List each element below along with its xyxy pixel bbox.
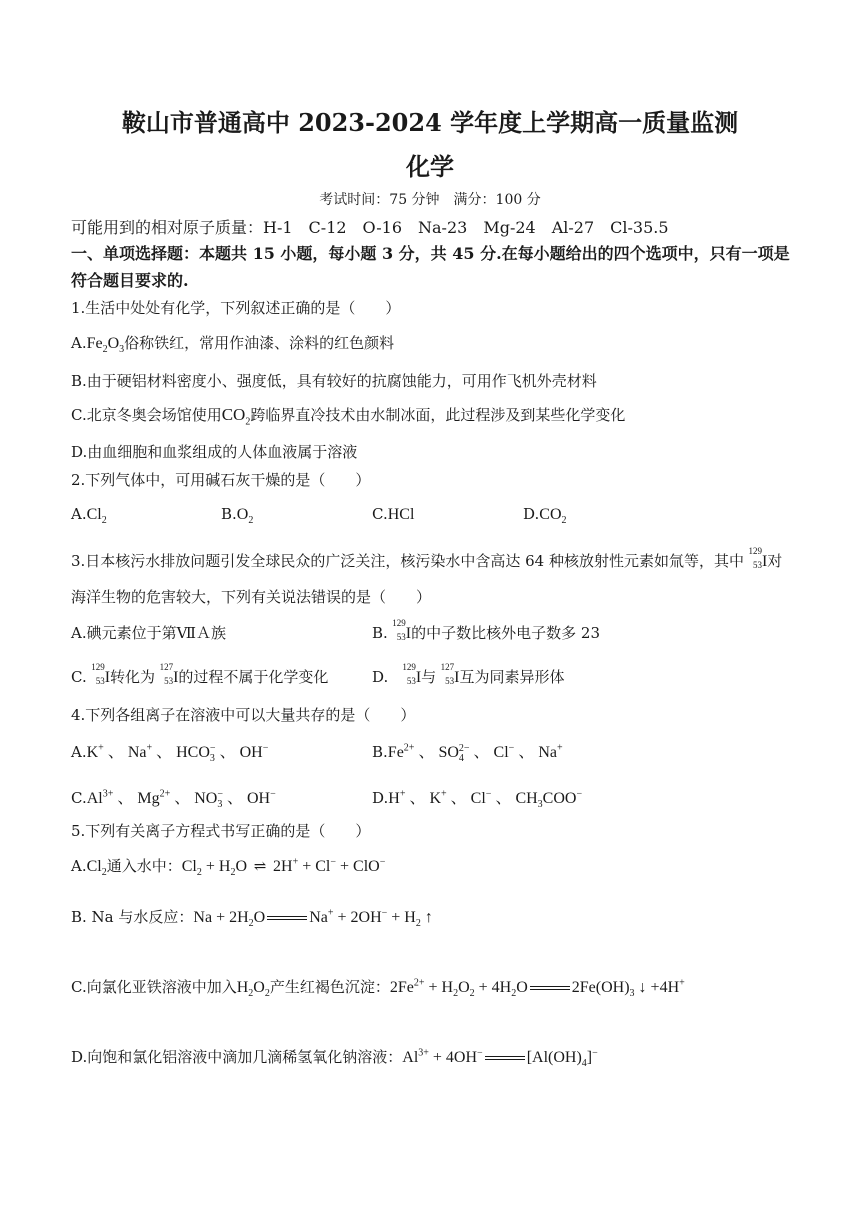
q5-b-prefix: B. Na 与水反应：	[71, 908, 194, 926]
iodine-129-isotope: 129 53	[392, 618, 406, 642]
equals-arrow	[485, 1056, 525, 1060]
q1-option-b: B.由于硬铝材料密度小、强度低，具有较好的抗腐蚀能力，可用作飞机外壳材料	[71, 372, 597, 390]
q5-c-equation: $2Fe^{2+} + H_2O_2 + 4H_2O$ $2Fe(OH)_3$ ↓ +4H+	[389, 977, 685, 1000]
iodine-127-isotope: 127 53	[159, 662, 174, 686]
q5-a-cl2: $Cl_2$	[86, 858, 107, 879]
q2-c-prefix: C.	[372, 505, 388, 523]
q5-option-c	[71, 976, 685, 1000]
q3-c-text: 的过程不属于化学变化	[178, 668, 329, 686]
q2-a-prefix: A.	[71, 505, 87, 523]
q3-option-d	[372, 662, 565, 687]
q2-option-d	[523, 505, 567, 527]
iodine-symbol: I	[173, 669, 179, 686]
iodine-129-isotope: 129 53	[748, 546, 762, 570]
q1-a-prefix: A.	[71, 334, 87, 352]
q3-stem-tail: 对	[767, 552, 783, 570]
q5-a-prefix: A.	[71, 857, 87, 875]
q4-b-prefix: B.	[372, 743, 388, 761]
q5-b-equation: $Na + 2H_2O$ $Na^+ + 2OH^- + H_2$ ↑	[193, 907, 433, 930]
q4-b-ions: $Fe^{2+}$ 、 $SO_4^{2-}$ 、 Cl− 、 Na+	[387, 742, 563, 765]
q5-option-b	[71, 906, 433, 930]
q1-a-text: 俗称铁红，常用作油漆、涂料的红色颜料	[124, 334, 395, 352]
q2-c-formula: HCl	[387, 506, 415, 523]
subject-title: 化学	[406, 152, 454, 181]
iodine-127-isotope: 127 53	[440, 662, 455, 686]
q3-stem-line2: 海洋生物的危害较大，下列有关说法错误的是（ ）	[71, 588, 432, 606]
q3-b-prefix: B.	[372, 624, 388, 642]
q5-a-text: 通入水中：	[106, 857, 182, 875]
q3-d-text: 互为同素异形体	[459, 668, 565, 686]
iodine-symbol: I	[405, 625, 412, 642]
q2-stem: 2.下列气体中，可用碱石灰干燥的是（ ）	[71, 471, 371, 489]
q1-option-a	[71, 332, 395, 356]
q3-d-prefix: D.	[372, 668, 389, 686]
iodine-symbol: I	[454, 669, 460, 686]
q3-d-mid: 与	[421, 668, 437, 686]
q4-option-d	[372, 785, 583, 811]
q1-c-formula: $CO_2$	[221, 405, 251, 428]
q5-d-equation: $Al^{3+} + 4OH^-$ $[Al(OH)_4]^-$	[402, 1047, 598, 1070]
q5-stem: 5.下列有关离子方程式书写正确的是（ ）	[71, 822, 371, 840]
q2-d-prefix: D.	[523, 505, 540, 523]
q5-option-d	[71, 1046, 598, 1070]
q1-a-formula: $Fe_2O_3$	[86, 335, 125, 356]
iodine-129-isotope: 129 53	[91, 662, 105, 686]
q1-option-d: D.由血细胞和血浆组成的人体血液属于溶液	[71, 443, 358, 461]
q1-option-c	[71, 404, 626, 428]
q3-c-mid: 转化为	[110, 668, 156, 686]
equals-arrow	[530, 986, 570, 990]
q2-option-b	[221, 505, 254, 527]
iodine-symbol: I	[761, 553, 768, 570]
q3-stem-line1	[71, 546, 783, 571]
q5-c-text: 产生红褐色沉淀：	[269, 978, 390, 996]
exam-info: 考试时间：75 分钟 满分：100 分	[319, 192, 541, 208]
q1-c-post: 跨临界直冷技术由水制冰面，此过程涉及到某些化学变化	[250, 406, 626, 424]
q4-option-a	[71, 739, 269, 765]
q2-b-prefix: B.	[221, 505, 237, 523]
q1-c-pre: C.北京冬奥会场馆使用	[71, 406, 222, 424]
q4-c-prefix: C.	[71, 789, 87, 807]
q3-option-b	[372, 618, 600, 643]
q5-a-equation: $Cl_2 + H_2O$ ⇌ 2H+ + Cl− + ClO−	[181, 856, 386, 879]
q2-option-c	[372, 505, 414, 524]
q5-d-prefix: D.向饱和氯化铝溶液中滴加几滴稀氢氧化钠溶液：	[71, 1048, 403, 1066]
section-heading: 一、单项选择题：本题共 15 小题，每小题 3 分，共 45 分.在每小题给出的四个选项中，只有一项是符合题目要求的.	[71, 244, 790, 290]
q3-option-a: A.碘元素位于第ⅦＡ族	[71, 624, 226, 642]
iodine-symbol: I	[415, 669, 422, 686]
q4-d-prefix: D.	[372, 789, 389, 807]
q4-stem: 4.下列各组离子在溶液中可以大量共存的是（ ）	[71, 706, 416, 724]
iodine-symbol: I	[104, 669, 111, 686]
q4-a-prefix: A.	[71, 743, 87, 761]
q3-stem-text: 3.日本核污水排放问题引发全球民众的广泛关注，核污染水中含高达 64 种核放射性元素如氚等，其中	[71, 552, 744, 570]
q2-a-formula: $Cl_2$	[86, 506, 107, 527]
q4-option-b	[372, 739, 563, 765]
q3-option-c	[71, 662, 329, 687]
exam-title: 鞍山市普通高中 2023-2024 学年度上学期高一质量监测	[121, 108, 739, 137]
iodine-129-isotope: 129 53	[402, 662, 416, 686]
atomic-masses: 可能用到的相对原子质量：H-1 C-12 O-16 Na-23 Mg-24 Al-27 Cl-35.5	[71, 218, 669, 237]
q5-c-h2o2: $H_2O_2$	[236, 979, 270, 1000]
equals-arrow	[267, 916, 307, 920]
q3-b-text: 的中子数比核外电子数多 23	[411, 624, 600, 642]
q4-c-ions: $Al^{3+}$ 、 $Mg^{2+}$ 、 $NO_3^-$ 、 OH−	[86, 788, 276, 811]
q2-option-a	[71, 505, 107, 527]
q2-b-formula: $O_2$	[236, 506, 254, 527]
q1-stem: 1.生活中处处有化学，下列叙述正确的是（ ）	[71, 299, 401, 317]
q5-option-a	[71, 855, 386, 879]
q5-c-prefix: C.向氯化亚铁溶液中加入	[71, 978, 237, 996]
q3-c-prefix: C.	[71, 668, 87, 686]
q4-d-ions: H+ 、 K+ 、 Cl− 、 $CH_3COO^-$	[388, 788, 583, 811]
q4-option-c	[71, 785, 276, 811]
q4-a-ions: K+ 、 Na+ 、 $HCO_3^-$ 、 OH−	[86, 742, 269, 765]
q2-d-formula: $CO_2$	[539, 506, 567, 527]
